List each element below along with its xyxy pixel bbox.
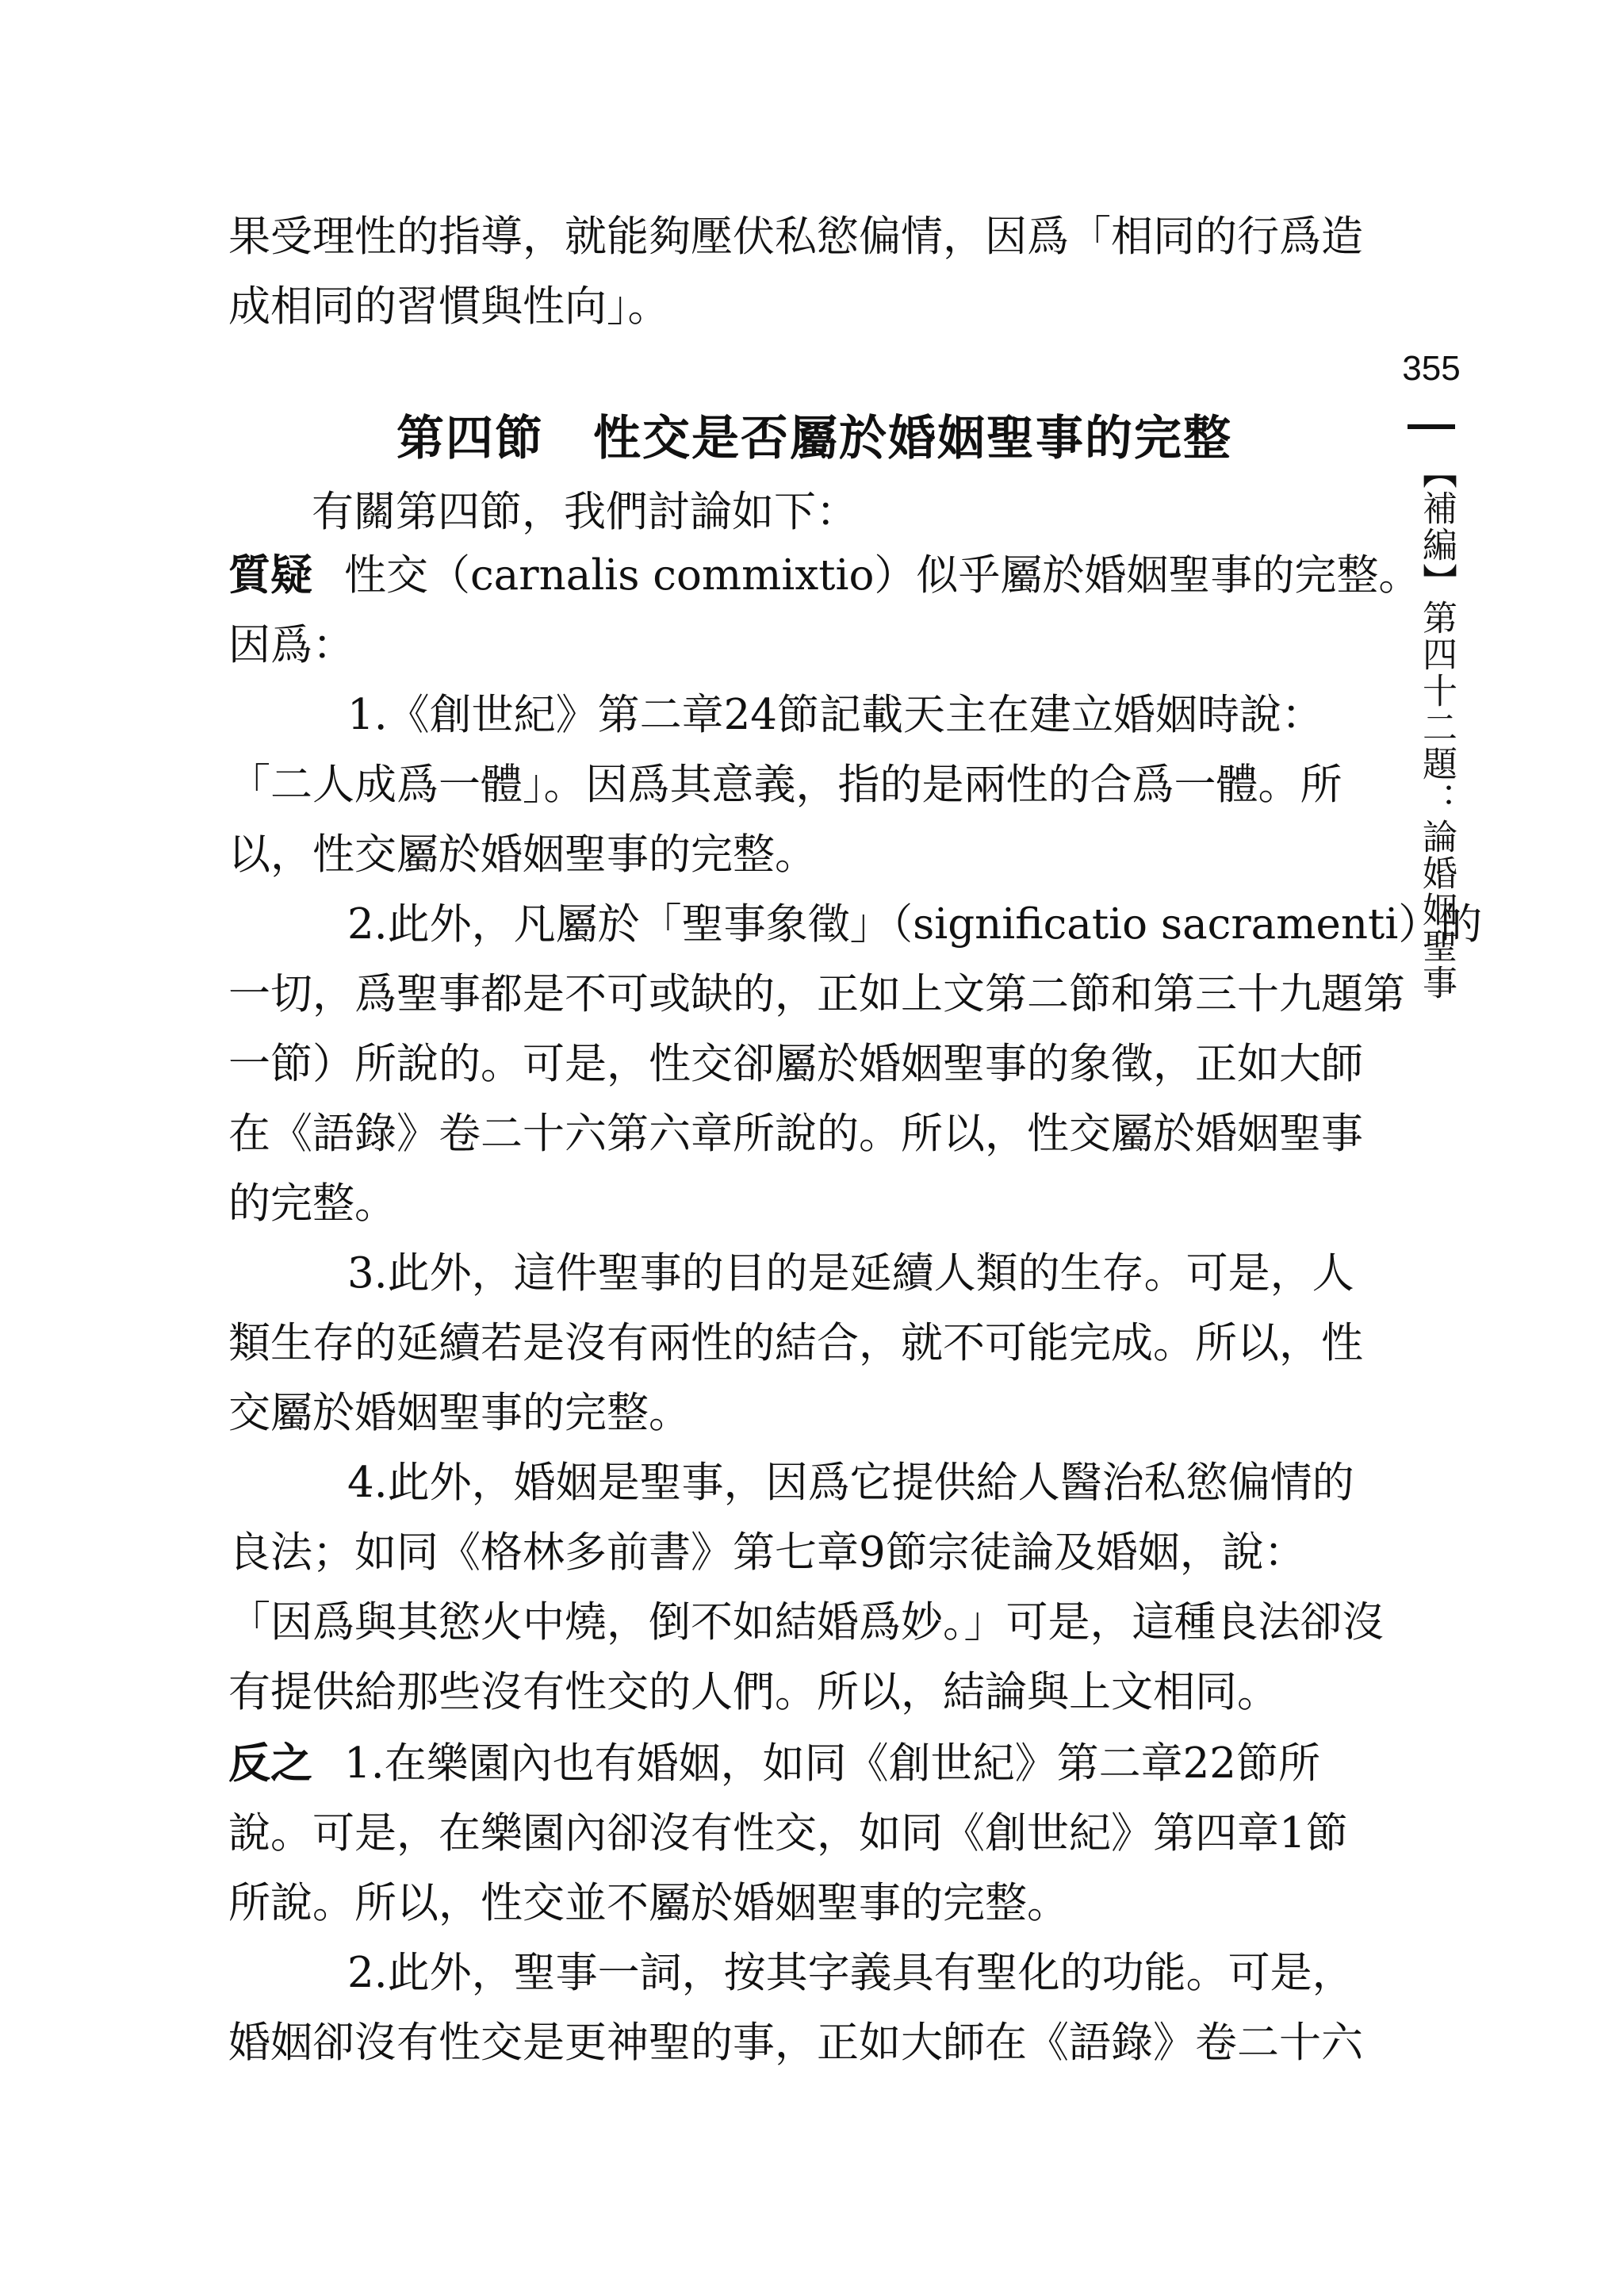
text-line: 2.此外，聖事一詞，按其字義具有聖化的功能。可是， [347, 1949, 1354, 1997]
text-line: 2.此外，凡屬於「聖事象徵」（significatio sacramenti）的 [347, 900, 1483, 949]
text-line: 4.此外，婚姻是聖事，因爲它提供給人醫治私慾偏情的 [347, 1459, 1354, 1507]
text-line: 成相同的習慣與性向」。 [228, 282, 670, 331]
text-line: 性交（carnalis commixtio）似乎屬於婚姻聖事的完整。 [344, 551, 1421, 600]
text-line: 「因爲與其慾火中燒，倒不如結婚爲妙。」可是，這種良法卻沒 [228, 1598, 1385, 1647]
text-line: 一節）所說的。可是，性交卻屬於婚姻聖事的象徵，正如大師 [228, 1040, 1363, 1088]
sed-contra-heading-line [228, 1729, 1350, 1799]
continuation-paragraph [228, 202, 1363, 342]
text-line: 交屬於婚姻聖事的完整。 [228, 1389, 691, 1437]
text-line: 婚姻卻沒有性交是更神聖的事，正如大師在《語錄》卷二十六 [228, 2019, 1363, 2067]
sed-contra-label: 反之 [228, 1739, 312, 1788]
text-line: 「二人成爲一體」。因爲其意義，指的是兩性的合爲一體。所 [228, 761, 1342, 809]
page-number: 355 [1402, 349, 1461, 388]
text-line: 說。可是，在樂園內卻沒有性交，如同《創世紀》第四章1節 [228, 1809, 1348, 1858]
text-line: 所說。所以，性交並不屬於婚姻聖事的完整。 [228, 1879, 1069, 1927]
section-intro [228, 477, 1350, 547]
objection-heading-line [228, 541, 1421, 611]
page-number-rule [1408, 424, 1455, 429]
text-line: 的完整。 [228, 1179, 396, 1228]
text-line: 一切，爲聖事都是不可或缺的，正如上文第二節和第三十九題第 [228, 970, 1405, 1018]
text-line: 在《語錄》卷二十六第六章所說的。所以，性交屬於婚姻聖事 [228, 1110, 1363, 1158]
sed-contra-block [228, 1729, 1363, 2078]
text-line: 良法；如同《格林多前書》第七章9節宗徒論及婚姻，說： [228, 1528, 1306, 1577]
text-line: 果受理性的指導，就能夠壓伏私慾偏情，因爲「相同的行爲造 [228, 213, 1363, 261]
text-line: 1.在樂園內也有婚姻，如同《創世紀》第二章22節所 [344, 1739, 1321, 1788]
text-line: 3.此外，這件聖事的目的是延續人類的生存。可是，人 [347, 1249, 1354, 1298]
text-line: 有關第四節，我們討論如下： [312, 488, 858, 536]
text-line: 類生存的延續若是沒有兩性的結合，就不可能完成。所以，性 [228, 1319, 1363, 1367]
text-line: 以，性交屬於婚姻聖事的完整。 [228, 830, 817, 879]
text-line: 因爲： [228, 621, 354, 669]
section-title: 第四節 性交是否屬於婚姻聖事的完整 [396, 411, 1232, 466]
objection-label: 質疑 [228, 551, 312, 600]
running-side-title: 【補編】第四十二題：論婚姻聖事 [1416, 454, 1457, 1001]
text-line: 1.《創世紀》第二章24節記載天主在建立婚姻時說： [347, 691, 1324, 739]
text-line: 有提供給那些沒有性交的人們。所以，結論與上文相同。 [228, 1668, 1279, 1716]
